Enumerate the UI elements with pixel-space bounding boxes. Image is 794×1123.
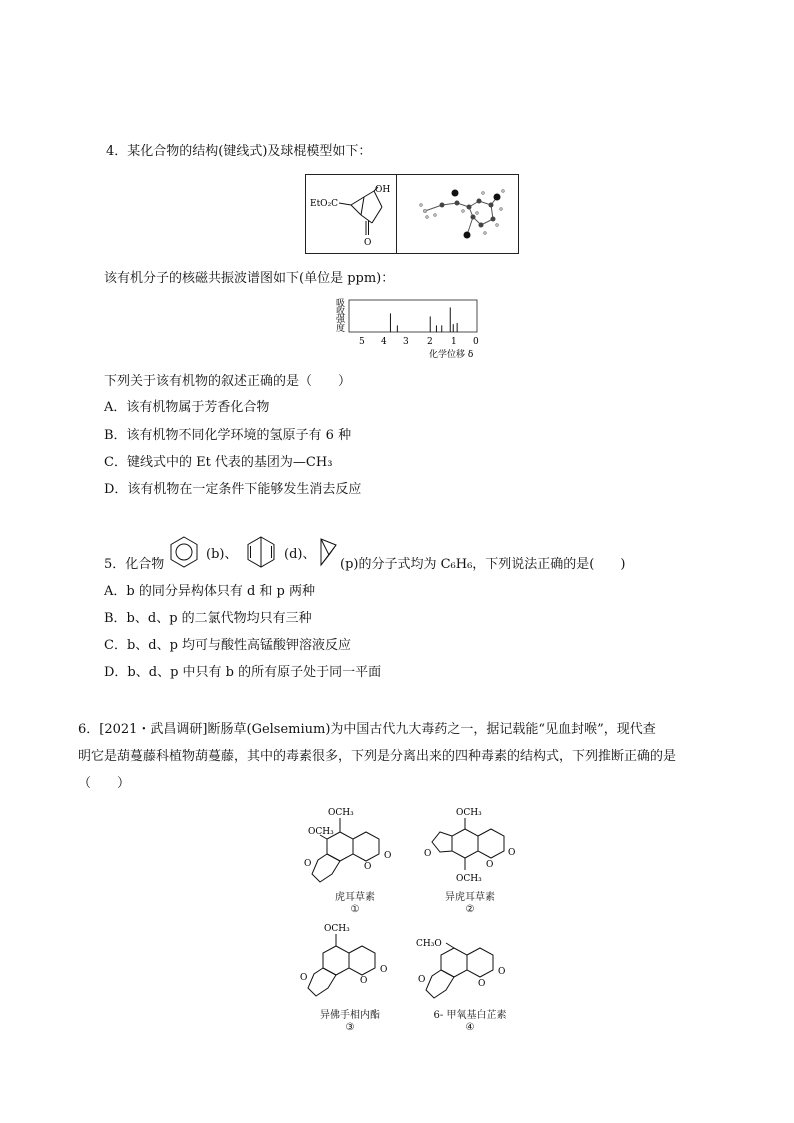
nmr-tick-5: 5 <box>359 337 365 347</box>
c4-ch3o: CH₃O <box>416 939 442 949</box>
c4-o-carbonyl: O <box>498 967 506 977</box>
nmr-ylabel-1: 收 <box>336 307 346 317</box>
compound-2-num: ② <box>465 904 475 915</box>
q5-label-b: (b)、 <box>206 547 238 562</box>
q4-option-d: D．该有机物在一定条件下能够发生消去反应 <box>104 482 362 497</box>
nmr-intro: 该有机分子的核磁共振波谱图如下(单位是 ppm)： <box>104 271 395 286</box>
nmr-tick-3: 3 <box>403 337 409 347</box>
q4-stem: 4．某化合物的结构(键线式)及球棍模型如下： <box>106 144 372 159</box>
c3-och3-top: OCH₃ <box>324 924 350 934</box>
q5-option-c: C．b、d、p 均可与酸性高锰酸钾溶液反应 <box>104 638 352 653</box>
q4-option-a: A．该有机物属于芳香化合物 <box>104 400 270 415</box>
nmr-ylabel-3: 度 <box>336 324 346 334</box>
c3-o-lactone: O <box>360 976 368 986</box>
q5-option-a: A．b 的同分异构体只有 d 和 p 两种 <box>104 584 316 599</box>
prismane-structure <box>318 535 340 569</box>
structure-figure-box <box>305 174 519 254</box>
c2-o-furan: O <box>424 849 432 859</box>
c2-och3-bottom: OCH₃ <box>456 874 482 884</box>
ester-label: EtO₂C <box>310 199 339 209</box>
c3-o-furan: O <box>300 973 308 983</box>
c4-o-lactone: O <box>478 979 486 989</box>
q5-option-b: B．b、d、p 的二氯代物均只有三种 <box>104 611 312 626</box>
compound-1-name: 虎耳草素 <box>335 892 375 903</box>
nmr-xlabel: 化学位移 δ <box>429 350 474 360</box>
c1-o-carbonyl: O <box>384 851 392 861</box>
q4-question: 下列关于该有机物的叙述正确的是（ ） <box>104 374 352 389</box>
q5-label-d: (d)、 <box>284 547 316 562</box>
bond-line-structure <box>306 175 396 253</box>
c2-och3-top: OCH₃ <box>456 808 482 818</box>
q6-line-2: 明它是葫蔓藤科植物葫蔓藤，其中的毒素很多，下列是分离出来的四种毒素的结构式，下列推断正确的是 <box>78 749 677 764</box>
nmr-spectrum <box>335 297 505 361</box>
q5-suffix: (p)的分子式均为 C₆H₆，下列说法正确的是( ) <box>340 557 626 572</box>
c1-och3-side: OCH₃ <box>308 827 334 837</box>
q5-option-d: D．b、d、p 中只有 b 的所有原子处于同一平面 <box>104 665 382 680</box>
c1-o-furan: O <box>304 859 312 869</box>
q4-option-b: B．该有机物不同化学环境的氢原子有 6 种 <box>104 428 352 443</box>
compound-4-num: ④ <box>465 1022 475 1033</box>
compound-2-name: 异虎耳草素 <box>445 892 495 903</box>
c4-o-furan: O <box>418 975 426 985</box>
nmr-tick-4: 4 <box>381 337 387 347</box>
nmr-tick-1: 1 <box>451 337 457 347</box>
compound-3-name: 异佛手相内酯 <box>320 1010 380 1021</box>
c3-o-carbonyl: O <box>380 965 388 975</box>
ketone-o-label: O <box>364 238 372 248</box>
c2-o-lactone: O <box>486 860 494 870</box>
q4-option-c: C．键线式中的 Et 代表的基团为—CH₃ <box>104 455 333 470</box>
nmr-ylabel-0: 吸 <box>336 299 346 309</box>
compound-4-name: 6- 甲氧基白芷素 <box>433 1010 507 1021</box>
compound-2-structure <box>410 804 520 894</box>
compound-4-structure <box>410 920 530 1010</box>
compound-3-structure <box>294 920 404 1010</box>
oh-label: OH <box>375 185 391 195</box>
nmr-tick-2: 2 <box>427 337 433 347</box>
nmr-tick-0: 0 <box>473 337 479 347</box>
q6-line-1: 6．[2021・武昌调研]断肠草(Gelsemium)为中国古代九大毒药之一，据记载能“见血封喉”，现代查 <box>78 722 656 737</box>
ball-stick-model <box>397 175 517 253</box>
c1-o-lactone: O <box>364 862 372 872</box>
c2-o-carbonyl: O <box>508 848 516 858</box>
c1-och3-top: OCH₃ <box>328 808 354 818</box>
nmr-ylabel-2: 强 <box>336 315 346 325</box>
compound-1-structure <box>298 804 408 894</box>
compound-3-num: ③ <box>345 1022 355 1033</box>
compound-1-num: ① <box>350 904 360 915</box>
benzene-structure <box>169 535 199 569</box>
q5-prefix: 5．化合物 <box>104 557 165 572</box>
dewar-benzene-structure <box>246 535 276 569</box>
q6-line-3: （ ） <box>78 776 131 791</box>
